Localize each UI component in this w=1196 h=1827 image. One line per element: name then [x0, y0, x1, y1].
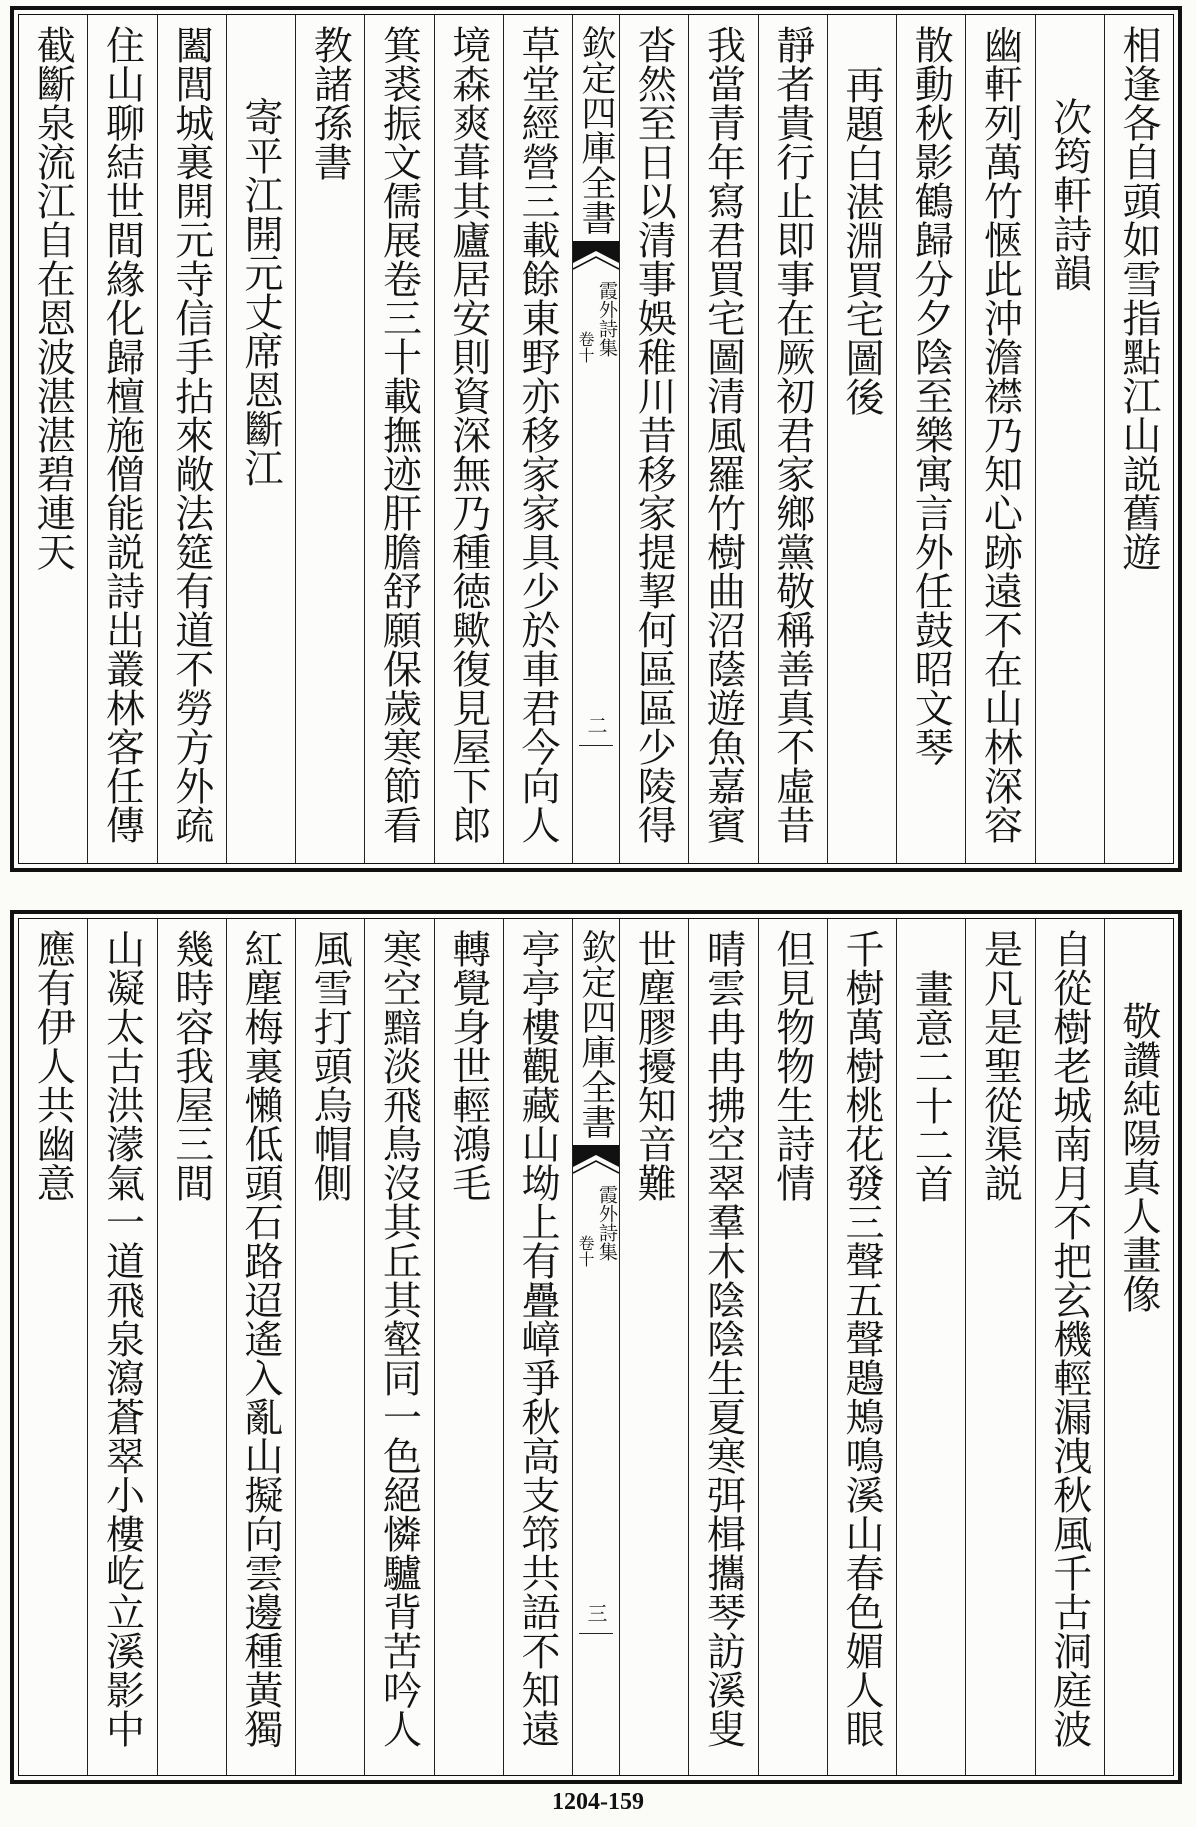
column-text: 山凝太古洪濛氣一道飛泉瀉蒼翠小樓屹立溪影中	[99, 929, 145, 1748]
column-text: 自從樹老城南月不把玄機輕漏洩秋風千古洞庭波	[1046, 929, 1092, 1748]
column-text: 靜者貴行止即事在厥初君家鄉黨敬稱善真不虛昔	[769, 25, 815, 844]
poem-title-column	[1035, 15, 1104, 863]
book-title: 霞外詩集	[596, 281, 618, 357]
page-number: 三	[584, 1603, 608, 1623]
text-column	[87, 919, 156, 1775]
text-column	[688, 15, 757, 863]
column-text: 是凡是聖從渠説	[977, 929, 1023, 1202]
column-text: 我當青年寫君買宅圖清風羅竹樹曲沼蔭遊魚嘉賓	[700, 25, 746, 844]
page-number-rule	[579, 1633, 613, 1634]
column-text: 晴雲冉冉拂空翠羣木陰陰生夏寒弭楫攜琴訪溪叟	[700, 929, 746, 1748]
text-column	[619, 15, 688, 863]
poem-title: 再題白湛淵買宅圖後	[839, 65, 884, 416]
text-column	[434, 919, 503, 1775]
column-text: 沓然至日以清事娛稚川昔移家提挈何區區少陵得	[631, 25, 677, 844]
column-text: 千樹萬樹桃花發三聲五聲鶗鴂鳴溪山春色媚人眼	[839, 929, 884, 1748]
series-title: 欽定四庫全書	[576, 929, 616, 1139]
text-column	[87, 15, 156, 863]
text-column	[758, 15, 827, 863]
column-text: 風雪打頭烏帽側	[307, 929, 353, 1202]
poem-title-column	[896, 919, 965, 1775]
text-column	[965, 15, 1034, 863]
column-text: 紅塵梅裏懶低頭石路迢遙入亂山擬向雲邊種黃獨	[238, 929, 283, 1748]
poem-title: 次筠軒詩韻	[1046, 97, 1092, 292]
column-text: 住山聊結世間緣化歸檀施僧能説詩出叢林客任傳	[99, 25, 145, 844]
fish-tail-mark	[573, 241, 619, 273]
column-text: 幾時容我屋三間	[168, 929, 214, 1202]
center-margin-column	[572, 919, 619, 1775]
reel-page-number: 1204-159	[552, 1789, 644, 1815]
column-text: 境森爽葺其廬居安則資深無乃種徳歟復見屋下郎	[445, 25, 491, 844]
column-text: 闔閭城裏開元寺信手拈來敞法筵有道不勞方外疏	[168, 25, 214, 844]
column-text: 箕裘振文儒展卷三十載撫迹肝膽舒願保歲寒節看	[376, 25, 422, 844]
column-text: 教諸孫書	[307, 25, 353, 181]
text-column	[364, 919, 433, 1775]
text-column	[503, 15, 572, 863]
text-column	[688, 919, 757, 1775]
lower-page-frame	[10, 910, 1182, 1784]
text-column	[364, 15, 433, 863]
text-column	[157, 15, 226, 863]
text-column	[758, 919, 827, 1775]
poem-title: 寄平江開元丈席恩斷江	[238, 97, 283, 487]
column-text: 但見物物生詩情	[769, 929, 815, 1202]
column-text: 亭亭樓觀藏山坳上有疊嶂爭秋高支筇共語不知遠	[515, 929, 560, 1748]
text-column	[827, 919, 896, 1775]
poem-title: 敬讚純陽真人畫像	[1116, 1001, 1161, 1313]
lower-text-grid	[18, 918, 1174, 1776]
page-number-rule	[579, 745, 613, 746]
poem-title: 畫意二十二首	[908, 969, 954, 1203]
text-column	[295, 15, 364, 863]
book-title: 霞外詩集	[596, 1185, 618, 1261]
volume-label: 卷十	[576, 1235, 595, 1267]
poem-title-column	[827, 15, 896, 863]
volume-label: 卷十	[576, 331, 595, 363]
text-column	[295, 919, 364, 1775]
text-column	[19, 919, 87, 1775]
text-column	[503, 919, 572, 1775]
column-text: 寒空黯淡飛鳥沒其丘其壑同一色絕憐驢背苦吟人	[376, 929, 422, 1748]
poem-title-column	[1104, 919, 1173, 1775]
text-column	[896, 15, 965, 863]
text-column	[619, 919, 688, 1775]
text-column	[157, 919, 226, 1775]
column-text: 相逢各自頭如雪指點江山説舊遊	[1116, 25, 1161, 571]
column-text: 散動秋影鶴歸分夕陰至樂寓言外任鼓昭文琴	[908, 25, 954, 766]
text-column	[19, 15, 87, 863]
column-text: 轉覺身世輕鴻毛	[445, 929, 491, 1202]
series-title: 欽定四庫全書	[576, 25, 616, 235]
fish-tail-mark	[573, 1145, 619, 1177]
text-column	[1104, 15, 1173, 863]
column-text: 應有伊人共幽意	[30, 929, 76, 1202]
text-column	[226, 919, 295, 1775]
upper-text-grid	[18, 14, 1174, 864]
poem-title-column	[226, 15, 295, 863]
center-margin-column	[572, 15, 619, 863]
text-column	[1035, 919, 1104, 1775]
text-column	[434, 15, 503, 863]
column-text: 世塵膠擾知音難	[631, 929, 677, 1202]
column-text: 幽軒列萬竹愜此沖澹襟乃知心跡遠不在山林深容	[977, 25, 1023, 844]
column-text: 截斷泉流江自在恩波湛湛碧連天	[30, 25, 76, 571]
column-text: 草堂經營三載餘東野亦移家家具少於車君今向人	[515, 25, 560, 844]
text-column	[965, 919, 1034, 1775]
upper-page-frame	[10, 6, 1182, 872]
page-number: 二	[584, 715, 608, 735]
